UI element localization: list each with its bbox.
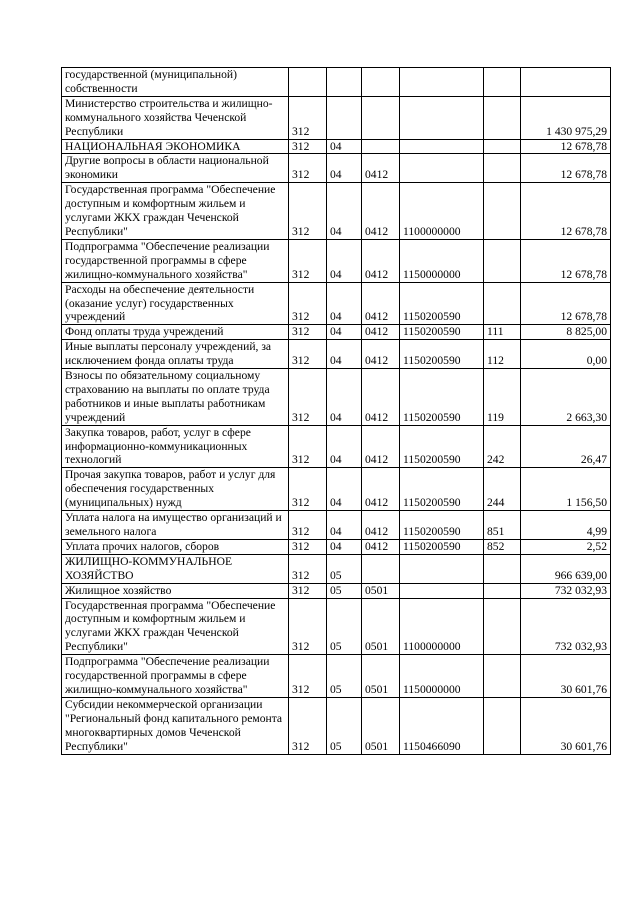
table-row — [62, 68, 611, 97]
amount-cell: 12 678,78 — [521, 239, 611, 282]
table-row — [62, 96, 611, 139]
item-name-cell: Взносы по обязательному социальному страхованию на выплаты по оплате труда работников и иные выплаты работникам учреждений — [62, 369, 289, 426]
item-name-cell: Министерство строительства и жилищно-коммунального хозяйства Чеченской Республики — [62, 96, 289, 139]
ministry-code-cell: 312 — [289, 655, 327, 698]
subsection-code-cell — [362, 139, 400, 154]
amount-cell: 966 639,00 — [521, 554, 611, 583]
ministry-code-cell: 312 — [289, 583, 327, 598]
subsection-code-cell: 0412 — [362, 539, 400, 554]
section-code-cell: 05 — [327, 655, 362, 698]
expense-type-cell — [484, 183, 521, 240]
table-row — [62, 325, 611, 340]
table-row — [62, 340, 611, 369]
target-article-cell: 1150200590 — [400, 369, 484, 426]
expense-type-cell: 852 — [484, 539, 521, 554]
budget-table-body — [62, 68, 611, 755]
table-row — [62, 554, 611, 583]
table-row — [62, 425, 611, 468]
table-row — [62, 239, 611, 282]
item-name-cell: ЖИЛИЩНО-КОММУНАЛЬНОЕ ХОЗЯЙСТВО — [62, 554, 289, 583]
amount-cell: 26,47 — [521, 425, 611, 468]
ministry-code-cell: 312 — [289, 96, 327, 139]
expense-type-cell: 244 — [484, 468, 521, 511]
ministry-code-cell: 312 — [289, 425, 327, 468]
ministry-code-cell: 312 — [289, 325, 327, 340]
section-code-cell: 04 — [327, 539, 362, 554]
table-row — [62, 655, 611, 698]
expense-type-cell — [484, 655, 521, 698]
subsection-code-cell: 0501 — [362, 697, 400, 754]
target-article-cell: 1150466090 — [400, 697, 484, 754]
subsection-code-cell: 0412 — [362, 325, 400, 340]
ministry-code-cell: 312 — [289, 369, 327, 426]
subsection-code-cell: 0412 — [362, 340, 400, 369]
ministry-code-cell: 312 — [289, 511, 327, 540]
table-row — [62, 598, 611, 655]
expense-type-cell — [484, 68, 521, 97]
amount-cell — [521, 68, 611, 97]
table-row — [62, 282, 611, 325]
section-code-cell — [327, 68, 362, 97]
ministry-code-cell: 312 — [289, 598, 327, 655]
ministry-code-cell: 312 — [289, 139, 327, 154]
target-article-cell: 1150000000 — [400, 239, 484, 282]
target-article-cell: 1150000000 — [400, 655, 484, 698]
amount-cell: 2 663,30 — [521, 369, 611, 426]
subsection-code-cell: 0501 — [362, 598, 400, 655]
target-article-cell: 1100000000 — [400, 598, 484, 655]
target-article-cell: 1150200590 — [400, 282, 484, 325]
section-code-cell: 04 — [327, 154, 362, 183]
expense-type-cell: 111 — [484, 325, 521, 340]
subsection-code-cell: 0412 — [362, 282, 400, 325]
ministry-code-cell: 312 — [289, 154, 327, 183]
item-name-cell: Государственная программа "Обеспечение доступным и комфортным жильем и услугами ЖКХ граждан Чеченской Республики" — [62, 183, 289, 240]
subsection-code-cell: 0501 — [362, 655, 400, 698]
table-row — [62, 154, 611, 183]
subsection-code-cell: 0412 — [362, 369, 400, 426]
ministry-code-cell: 312 — [289, 697, 327, 754]
table-row — [62, 697, 611, 754]
section-code-cell: 04 — [327, 340, 362, 369]
section-code-cell: 04 — [327, 325, 362, 340]
subsection-code-cell: 0412 — [362, 154, 400, 183]
table-row — [62, 369, 611, 426]
amount-cell: 4,99 — [521, 511, 611, 540]
item-name-cell: Закупка товаров, работ, услуг в сфере информационно-коммуникационных технологий — [62, 425, 289, 468]
table-row — [62, 583, 611, 598]
item-name-cell: Жилищное хозяйство — [62, 583, 289, 598]
target-article-cell — [400, 139, 484, 154]
section-code-cell: 04 — [327, 139, 362, 154]
amount-cell: 12 678,78 — [521, 154, 611, 183]
item-name-cell: Уплата налога на имущество организаций и земельного налога — [62, 511, 289, 540]
expense-type-cell — [484, 139, 521, 154]
target-article-cell — [400, 554, 484, 583]
amount-cell: 1 156,50 — [521, 468, 611, 511]
ministry-code-cell — [289, 68, 327, 97]
subsection-code-cell: 0412 — [362, 183, 400, 240]
expense-type-cell — [484, 96, 521, 139]
amount-cell: 12 678,78 — [521, 139, 611, 154]
expense-type-cell — [484, 554, 521, 583]
expense-type-cell — [484, 697, 521, 754]
table-row — [62, 183, 611, 240]
ministry-code-cell: 312 — [289, 282, 327, 325]
ministry-code-cell: 312 — [289, 340, 327, 369]
subsection-code-cell: 0412 — [362, 239, 400, 282]
ministry-code-cell: 312 — [289, 183, 327, 240]
amount-cell: 30 601,76 — [521, 655, 611, 698]
item-name-cell: Фонд оплаты труда учреждений — [62, 325, 289, 340]
amount-cell: 12 678,78 — [521, 183, 611, 240]
item-name-cell: Другие вопросы в области национальной экономики — [62, 154, 289, 183]
target-article-cell: 1150200590 — [400, 468, 484, 511]
item-name-cell: Иные выплаты персоналу учреждений, за исключением фонда оплаты труда — [62, 340, 289, 369]
amount-cell: 2,52 — [521, 539, 611, 554]
section-code-cell: 04 — [327, 511, 362, 540]
subsection-code-cell — [362, 554, 400, 583]
target-article-cell — [400, 68, 484, 97]
amount-cell: 732 032,93 — [521, 583, 611, 598]
item-name-cell: Государственная программа "Обеспечение доступным и комфортным жильем и услугами ЖКХ граждан Чеченской Республики" — [62, 598, 289, 655]
amount-cell: 732 032,93 — [521, 598, 611, 655]
section-code-cell: 05 — [327, 554, 362, 583]
amount-cell: 8 825,00 — [521, 325, 611, 340]
item-name-cell: НАЦИОНАЛЬНАЯ ЭКОНОМИКА — [62, 139, 289, 154]
target-article-cell: 1150200590 — [400, 340, 484, 369]
table-row — [62, 539, 611, 554]
expense-type-cell: 242 — [484, 425, 521, 468]
target-article-cell — [400, 154, 484, 183]
section-code-cell — [327, 96, 362, 139]
subsection-code-cell — [362, 96, 400, 139]
amount-cell: 30 601,76 — [521, 697, 611, 754]
subsection-code-cell: 0501 — [362, 583, 400, 598]
target-article-cell: 1150200590 — [400, 539, 484, 554]
section-code-cell: 04 — [327, 183, 362, 240]
table-row — [62, 511, 611, 540]
table-row — [62, 468, 611, 511]
target-article-cell: 1150200590 — [400, 325, 484, 340]
target-article-cell — [400, 96, 484, 139]
expense-type-cell — [484, 154, 521, 183]
ministry-code-cell: 312 — [289, 239, 327, 282]
section-code-cell: 04 — [327, 239, 362, 282]
item-name-cell: Расходы на обеспечение деятельности (оказание услуг) государственных учреждений — [62, 282, 289, 325]
section-code-cell: 05 — [327, 697, 362, 754]
ministry-code-cell: 312 — [289, 468, 327, 511]
amount-cell: 1 430 975,29 — [521, 96, 611, 139]
target-article-cell: 1100000000 — [400, 183, 484, 240]
item-name-cell: Субсидии некоммерческой организации "Региональный фонд капитального ремонта многоквартирных домов Чеченской Республики" — [62, 697, 289, 754]
ministry-code-cell: 312 — [289, 539, 327, 554]
table-row — [62, 139, 611, 154]
expense-type-cell: 851 — [484, 511, 521, 540]
target-article-cell: 1150200590 — [400, 511, 484, 540]
item-name-cell: Прочая закупка товаров, работ и услуг для обеспечения государственных (муниципальных) нужд — [62, 468, 289, 511]
expense-type-cell — [484, 583, 521, 598]
expense-type-cell — [484, 282, 521, 325]
subsection-code-cell: 0412 — [362, 468, 400, 511]
section-code-cell: 04 — [327, 282, 362, 325]
section-code-cell: 04 — [327, 468, 362, 511]
expense-type-cell: 112 — [484, 340, 521, 369]
expense-type-cell — [484, 598, 521, 655]
section-code-cell: 05 — [327, 583, 362, 598]
subsection-code-cell — [362, 68, 400, 97]
item-name-cell: Подпрограмма "Обеспечение реализации государственной программы в сфере жилищно-коммунального хозяйства" — [62, 655, 289, 698]
section-code-cell: 04 — [327, 425, 362, 468]
target-article-cell — [400, 583, 484, 598]
item-name-cell: Уплата прочих налогов, сборов — [62, 539, 289, 554]
amount-cell: 12 678,78 — [521, 282, 611, 325]
budget-table — [61, 67, 611, 755]
section-code-cell: 04 — [327, 369, 362, 426]
expense-type-cell — [484, 239, 521, 282]
ministry-code-cell: 312 — [289, 554, 327, 583]
item-name-cell: государственной (муниципальной) собственности — [62, 68, 289, 97]
item-name-cell: Подпрограмма "Обеспечение реализации государственной программы в сфере жилищно-коммунального хозяйства" — [62, 239, 289, 282]
amount-cell: 0,00 — [521, 340, 611, 369]
expense-type-cell: 119 — [484, 369, 521, 426]
subsection-code-cell: 0412 — [362, 511, 400, 540]
subsection-code-cell: 0412 — [362, 425, 400, 468]
target-article-cell: 1150200590 — [400, 425, 484, 468]
section-code-cell: 05 — [327, 598, 362, 655]
